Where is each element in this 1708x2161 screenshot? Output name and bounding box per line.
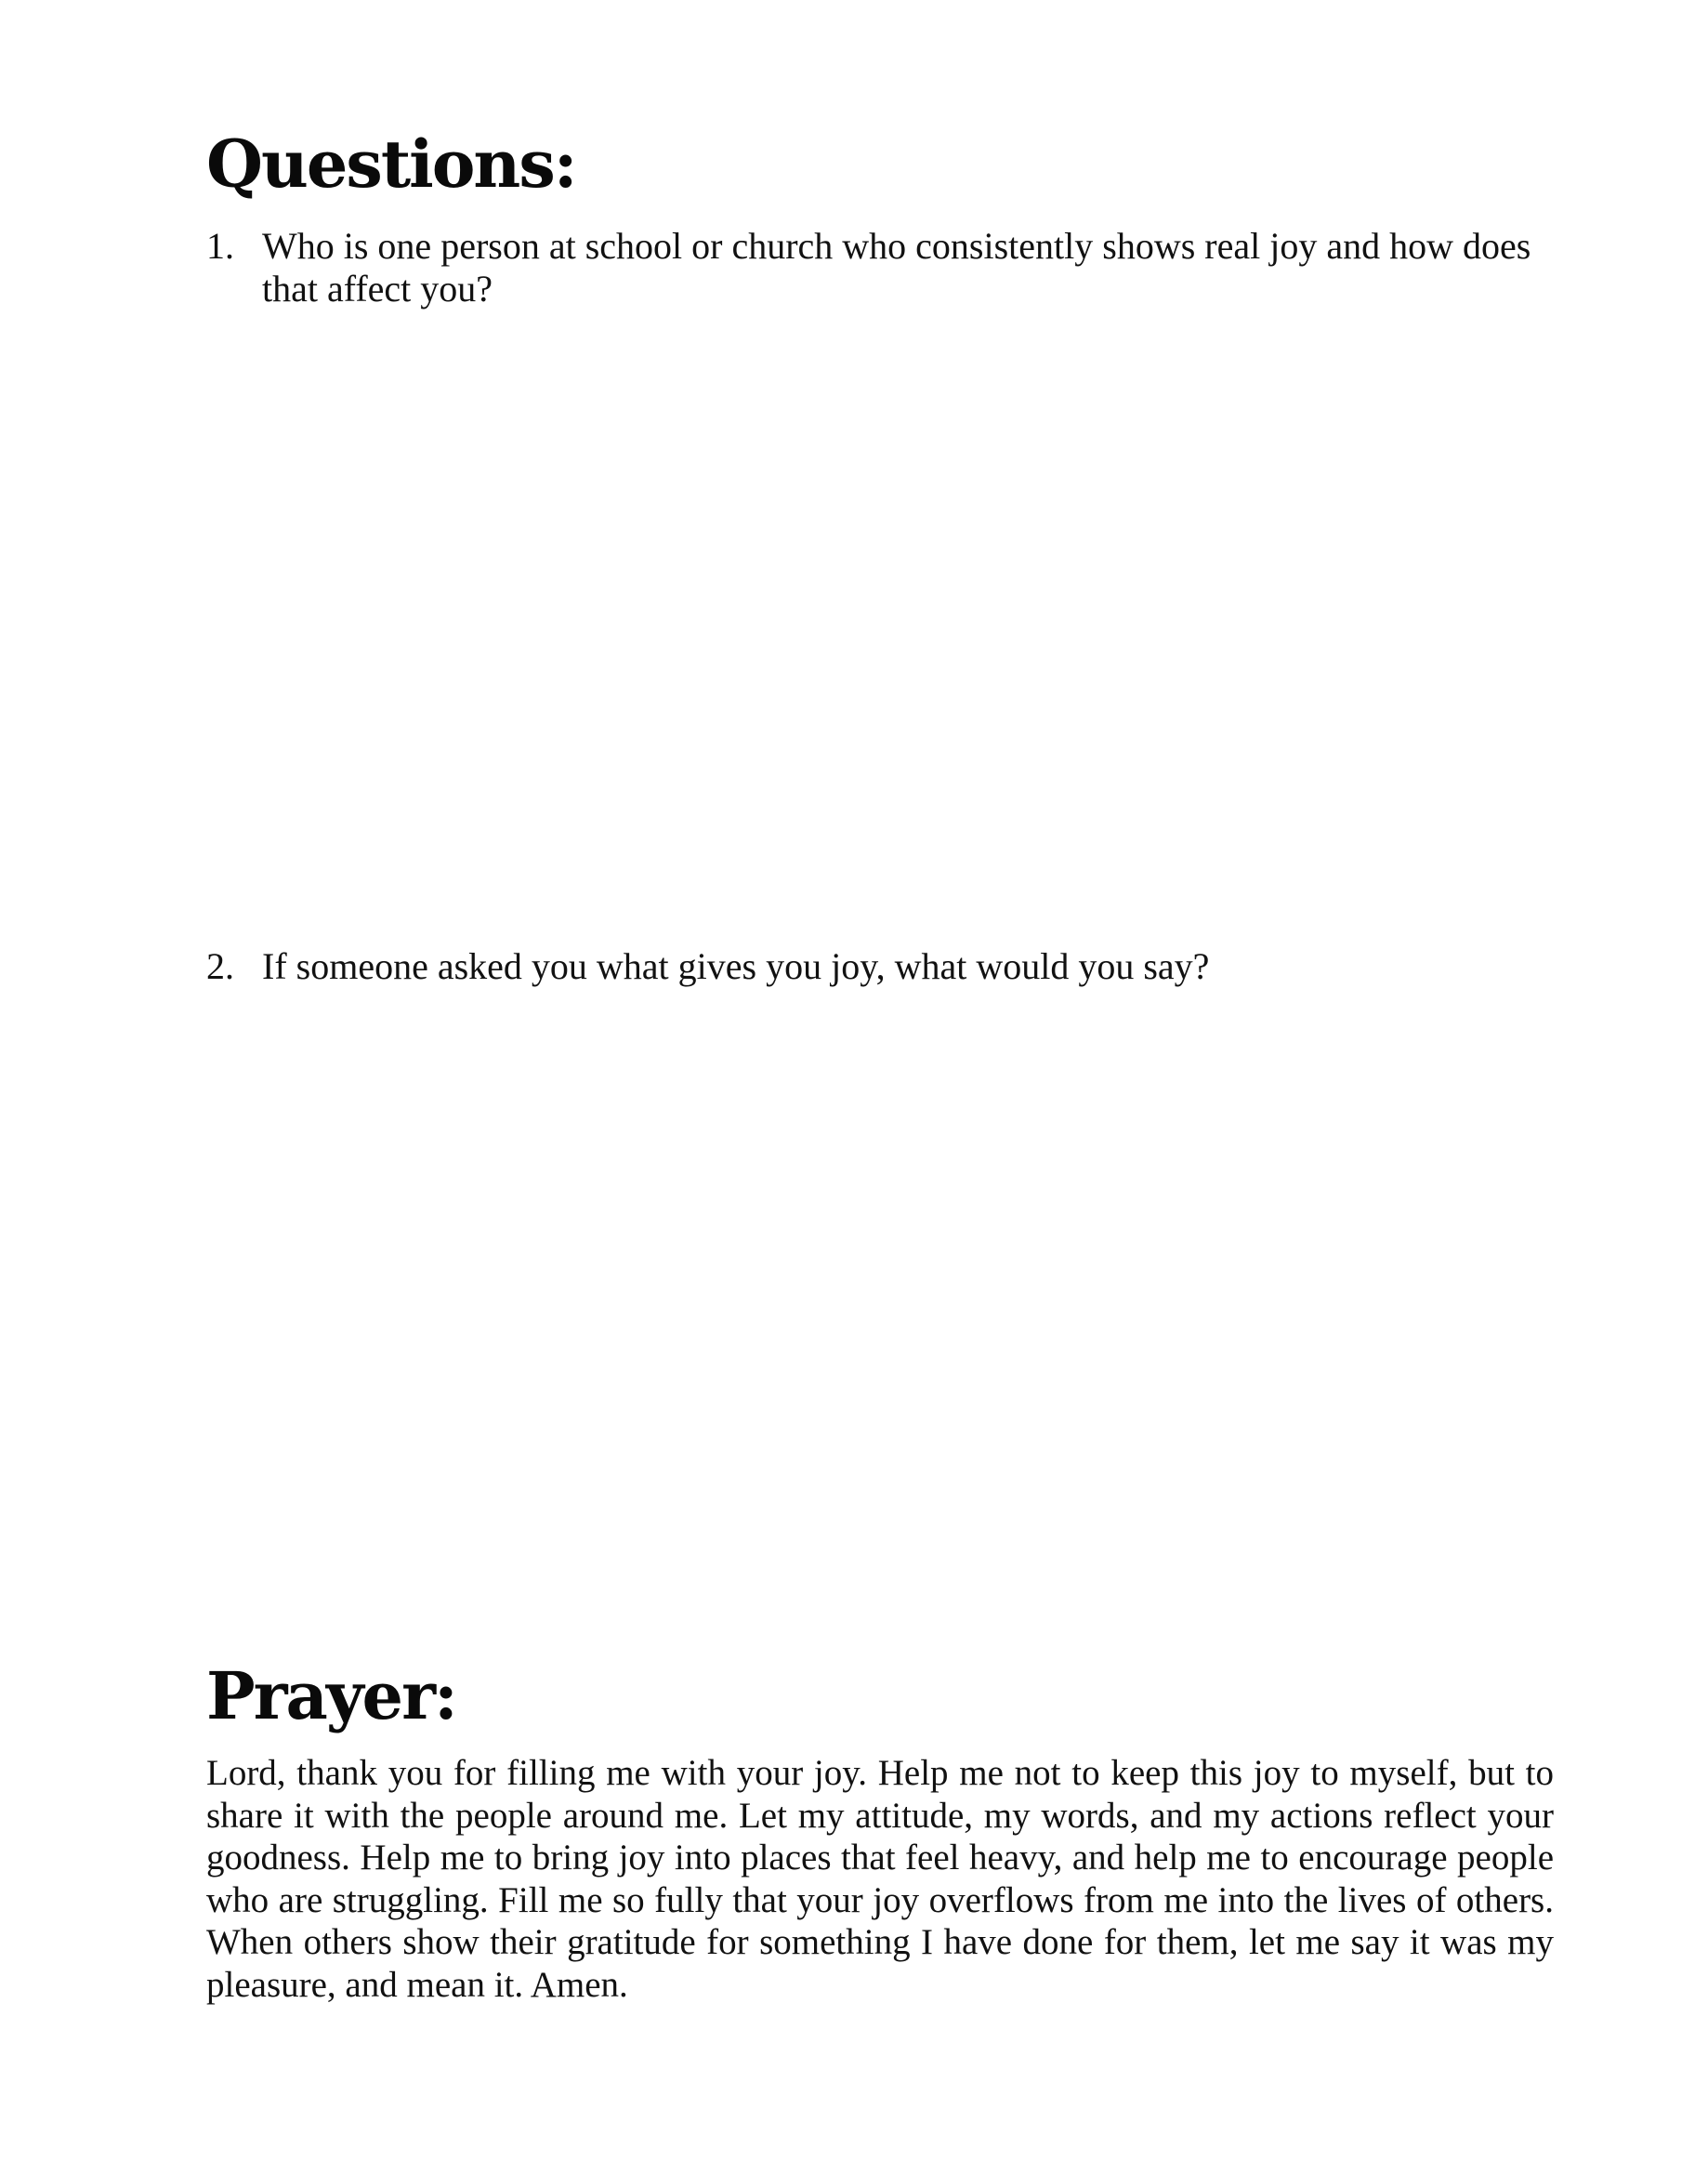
question-text: Who is one person at school or church who consistently shows real joy and how does that affect you? [262, 225, 1531, 310]
question-number: 1. [206, 225, 234, 267]
question-number: 2. [206, 945, 234, 987]
prayer-heading: Prayer: [206, 1657, 456, 1734]
question-item [206, 945, 1572, 988]
question-text: If someone asked you what gives you joy, what would you say? [262, 945, 1210, 987]
questions-heading: Questions: [206, 125, 576, 203]
prayer-text: Lord, thank you for filling me with your joy. Help me not to keep this joy to myself, but to share it with the people around me. Let my attitude, my words, and my actions reflect your goodness. Help me to bring joy into places that feel heavy, and help me to encourage people who are struggling. Fill me so fully that your joy overflows from me into the lives of others. When others show their gratitude for something I have done for them, let me say it was my pleasure, and mean it. Amen. [206, 1753, 1554, 2005]
question-item [206, 225, 1572, 310]
